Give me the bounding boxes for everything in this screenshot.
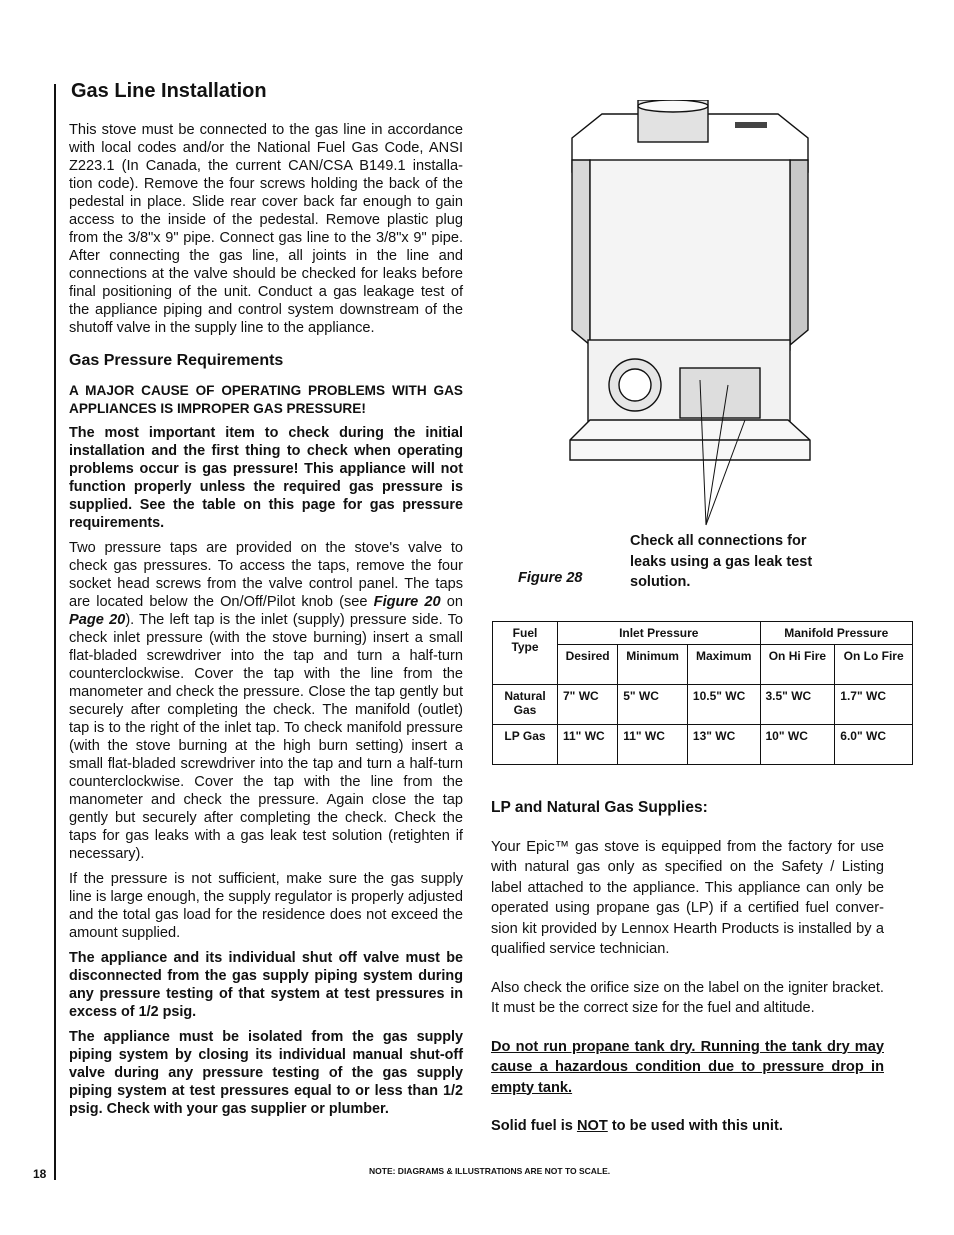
- fuel-cell: Natural Gas: [493, 685, 558, 725]
- fuel-cell: LP Gas: [493, 725, 558, 765]
- figure-label: Figure 28: [518, 570, 583, 586]
- pressure-taps-paragraph: [69, 539, 463, 863]
- table-row: [493, 725, 913, 765]
- col-minimum: Minimum: [618, 645, 688, 685]
- lp-heading: LP and Natural Gas Supplies:: [491, 799, 708, 816]
- value-cell: 10.5" WC: [687, 685, 760, 725]
- col-desired: Desired: [558, 645, 618, 685]
- solid-text-a: Solid fuel is: [491, 1118, 577, 1134]
- intro-paragraph: This stove must be connected to the gas line in accordance with local codes and/or the National Fuel Gas Code, ANSI Z223.1 (In Canada, the current CAN/CSA B149.1 installa-tion code). Remove the four screws holding the back of the pedestal in place. Slide rear cover back far enough to gain access to the inside of the pedestal. Remove plastic plug from the 3/8"x 9" pipe. Connect gas line to the 3/8"x 9" pipe. After connecting the gas line, all joints in the line and connections at the valve should be checked for leaks before final positioning of the unit. Conduct a gas leakage test of the appliance piping and control system downstream of the shutoff valve in the supply line to the appliance.: [69, 122, 463, 336]
- value-cell: 3.5" WC: [760, 685, 835, 725]
- manifold-pressure-header: Manifold Pressure: [760, 622, 913, 645]
- col-on-lo-fire: On Lo Fire: [835, 645, 913, 685]
- orifice-paragraph: Also check the orifice size on the label on the igniter bracket. It must be the correct size for the fuel and altitude.: [491, 979, 884, 1016]
- isolate-warning: The appliance must be isolated from the gas supply piping system by closing its individual manual shut-off valve during any pressure testing of the gas supply piping system at test pressures equal to or less than 1/2 psig. Check with your gas supplier or plumber.: [69, 1029, 463, 1117]
- tank-warning: Do not run propane tank dry. Running the tank dry may cause a hazardous condition due to pressure drop in empty tank.: [491, 1038, 884, 1096]
- page-number: 18: [33, 1167, 47, 1181]
- value-cell: 11" WC: [618, 725, 688, 765]
- col-maximum: Maximum: [687, 645, 760, 685]
- lp-paragraph: Your Epic™ gas stove is equipped from the factory for use with natural gas only as specified on the Safety / Listing label attached to the appliance. This appliance can only be operated using propane gas (LP) if a certified fuel conver-sion kit provided by Lennox Hearth Products is installed by a qualified service technician.: [491, 838, 884, 957]
- value-cell: 13" WC: [687, 725, 760, 765]
- solid-fuel-note: [491, 1116, 884, 1137]
- most-important-paragraph: The most important item to check during the initial installation and the first thing to check when operating problems occur is gas pressure! This appliance will not function properly unless the required gas pressure is supplied. See the table on this page for gas pressure requirements.: [69, 425, 463, 531]
- taps-text-on: on: [440, 594, 464, 610]
- pressure-heading: Gas Pressure Requirements: [69, 352, 284, 369]
- value-cell: 1.7" WC: [835, 685, 913, 725]
- gas-pressure-table: [492, 621, 913, 765]
- table-header-row: [493, 622, 913, 645]
- page-20-ref: Page 20: [69, 612, 126, 628]
- col-on-hi-fire: On Hi Fire: [760, 645, 835, 685]
- value-cell: 11" WC: [558, 725, 618, 765]
- page-title: Gas Line Installation: [71, 80, 267, 102]
- taps-text-b: ). The left tap is the inlet (supply) pressure side. To check inlet pressure (with the stove burning) insert a small flat-bladed screwdriver into the tap and turn a half-turn counterclockwise. Cover the tap with the line from the manometer and check the pressure. Close the tap gently but securely after completing the check. The manifold (outlet) tap is to the right of the inlet tap. To check manifold pressure (with the stove burning at the high burn setting) insert a small flat-bladed screwdriver into the tap and turn a half-turn counterclockwise. Cover the tap with the line from the manometer and check the pressure. Again close the tap gently but securely after completing the check. Check the taps for gas leaks with a gas leak test solution (retighten if necessary).: [69, 612, 464, 862]
- disconnect-warning: The appliance and its individual shut off valve must be disconnected from the gas supply piping system during any pressure testing of that system at test pressures in excess of 1/2 psig.: [69, 950, 463, 1020]
- left-column: [69, 121, 463, 1125]
- insufficient-pressure-paragraph: If the pressure is not sufficient, make sure the gas supply line is large enough, the supply regulator is properly adjusted and the total gas load for the residence does not exceed the amount supplied.: [69, 871, 463, 941]
- leak-check-callout: Check all connections for leaks using a gas leak test solution.: [630, 533, 813, 590]
- major-cause-warning: A MAJOR CAUSE OF OPERATING PROBLEMS WITH GAS APPLIANCES IS IMPROPER GAS PRESSURE!: [69, 383, 463, 416]
- footer-note: NOTE: DIAGRAMS & ILLUSTRATIONS ARE NOT TO SCALE.: [369, 1166, 611, 1176]
- value-cell: 7" WC: [558, 685, 618, 725]
- taps-text-a: Two pressure taps are provided on the stove's valve to check gas pressures. To access the taps, remove the four socket head screws from the valve control panel. The taps are located below the On/Off/Pilot knob (see: [69, 540, 463, 610]
- stove-diagram: [560, 100, 820, 540]
- fuel-type-header: Fuel Type: [493, 622, 558, 685]
- figure-20-ref: Figure 20: [373, 594, 441, 610]
- solid-not: NOT: [576, 1118, 608, 1134]
- table-row: [493, 685, 913, 725]
- right-column: [491, 798, 884, 1155]
- value-cell: 10" WC: [760, 725, 835, 765]
- inlet-pressure-header: Inlet Pressure: [558, 622, 761, 645]
- margin-rule: [54, 84, 56, 1180]
- value-cell: 6.0" WC: [835, 725, 913, 765]
- value-cell: 5" WC: [618, 685, 688, 725]
- solid-text-b: to be used with this unit.: [607, 1118, 783, 1134]
